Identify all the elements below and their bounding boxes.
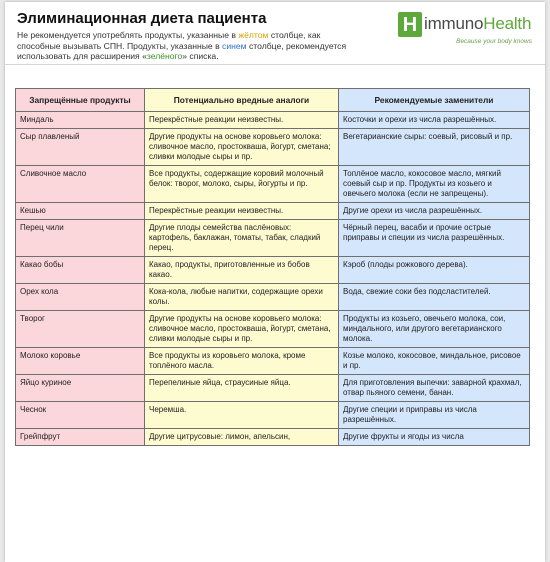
cell-harmful-analog: Черемша. <box>145 402 339 429</box>
table-row <box>16 257 530 284</box>
table-row <box>16 375 530 402</box>
cell-forbidden: Творог <box>16 311 145 348</box>
table-row <box>16 284 530 311</box>
table-row <box>16 348 530 375</box>
cell-forbidden: Чеснок <box>16 402 145 429</box>
intro-part-1: Не рекомендуется употреблять продукты, указанные в <box>17 30 239 40</box>
table-row <box>16 203 530 220</box>
table-row <box>16 166 530 203</box>
cell-harmful-analog: Какао, продукты, приготовленные из бобов какао. <box>145 257 339 284</box>
cell-forbidden: Перец чили <box>16 220 145 257</box>
cell-forbidden: Кешью <box>16 203 145 220</box>
cell-harmful-analog: Другие цитрусовые: лимон, апельсин, <box>145 429 339 446</box>
cell-recommended: Кэроб (плоды рожкового дерева). <box>339 257 530 284</box>
page-title: Элиминационная диета пациента <box>17 10 267 27</box>
diet-table <box>15 88 530 446</box>
cell-recommended: Чёрный перец, васаби и прочие острые приправы и специи из числа разрешённых. <box>339 220 530 257</box>
table-header-row <box>16 89 530 112</box>
intro-part-4: » списка. <box>182 51 219 61</box>
intro-green-word: зелёного <box>146 51 183 61</box>
cell-forbidden: Яйцо куриное <box>16 375 145 402</box>
cell-harmful-analog: Другие продукты на основе коровьего молока: сливочное масло, простокваша, йогурт, сметана; сливки молодые сыры и пр. <box>145 129 339 166</box>
cell-recommended: Для приготовления выпечки: заварной крахмал, отвар пьяного семени, банан. <box>339 375 530 402</box>
logo-name: immunoHealth <box>424 14 532 33</box>
cell-recommended: Топлёное масло, кокосовое масло, мягкий соевый сыр и пр. Продукты из козьего и овечьего молока (если не запрещены). <box>339 166 530 203</box>
cell-harmful-analog: Перекрёстные реакции неизвестны. <box>145 203 339 220</box>
intro-yellow-word: жёлтом <box>238 30 269 40</box>
cell-harmful-analog: Перепелиные яйца, страусиные яйца. <box>145 375 339 402</box>
cell-forbidden: Грейпфрут <box>16 429 145 446</box>
cell-forbidden: Какао бобы <box>16 257 145 284</box>
logo-mark-icon: H <box>398 12 422 37</box>
table-row <box>16 402 530 429</box>
cell-recommended: Вегетарианские сыры: соевый, рисовый и пр. <box>339 129 530 166</box>
cell-recommended: Косточки и орехи из числа разрешённых. <box>339 112 530 129</box>
cell-forbidden: Сливочное масло <box>16 166 145 203</box>
intro-blue-word: синем <box>222 40 247 51</box>
header-recommended: Рекомендуемые заменители <box>339 89 530 112</box>
intro-text <box>17 30 347 62</box>
table-row <box>16 112 530 129</box>
cell-recommended: Козье молоко, кокосовое, миндальное, рисовое и пр. <box>339 348 530 375</box>
immunohealth-logo <box>398 10 538 46</box>
cell-recommended: Другие орехи из числа разрешённых. <box>339 203 530 220</box>
cell-harmful-analog: Все продукты из коровьего молока, кроме топлёного масла. <box>145 348 339 375</box>
cell-forbidden: Миндаль <box>16 112 145 129</box>
header-forbidden: Запрещённые продукты <box>16 89 145 112</box>
cell-forbidden: Орех кола <box>16 284 145 311</box>
cell-harmful-analog: Другие плоды семейства паслёновых: картофель, баклажан, томаты, табак, сладкий перец. <box>145 220 339 257</box>
table-row <box>16 129 530 166</box>
header-divider <box>5 64 545 65</box>
table-row <box>16 311 530 348</box>
cell-recommended: Другие фрукты и ягоды из числа <box>339 429 530 446</box>
cell-recommended: Другие специи и приправы из числа разрешённых. <box>339 402 530 429</box>
logo-tagline: Because your body knows <box>456 38 532 45</box>
cell-harmful-analog: Все продукты, содержащие коровий молочный белок: творог, молоко, сыры, йогурты и пр. <box>145 166 339 203</box>
cell-recommended: Вода, свежие соки без подсластителей. <box>339 284 530 311</box>
cell-harmful-analog: Перекрёстные реакции неизвестны. <box>145 112 339 129</box>
table-row <box>16 220 530 257</box>
header-harmful-analogs: Потенциально вредные аналоги <box>145 89 339 112</box>
cell-forbidden: Молоко коровье <box>16 348 145 375</box>
cell-harmful-analog: Кока-кола, любые напитки, содержащие орехи колы. <box>145 284 339 311</box>
cell-forbidden: Сыр плавленый <box>16 129 145 166</box>
document-page <box>5 2 545 562</box>
cell-harmful-analog: Другие продукты на основе коровьего молока: сливочное масло, простокваша, йогурт, сметана, сливки молодые сыры и пр. <box>145 311 339 348</box>
table-row <box>16 429 530 446</box>
intro-part-2: столбце, как способные вызывать СПН. Продукты, указанные в <box>17 30 321 51</box>
intro-part-3: столбце, рекомендуется использовать для расширения « <box>17 40 347 61</box>
cell-recommended: Продукты из козьего, овечьего молока, сои, миндального, или другого вегетарианского молока. <box>339 311 530 348</box>
